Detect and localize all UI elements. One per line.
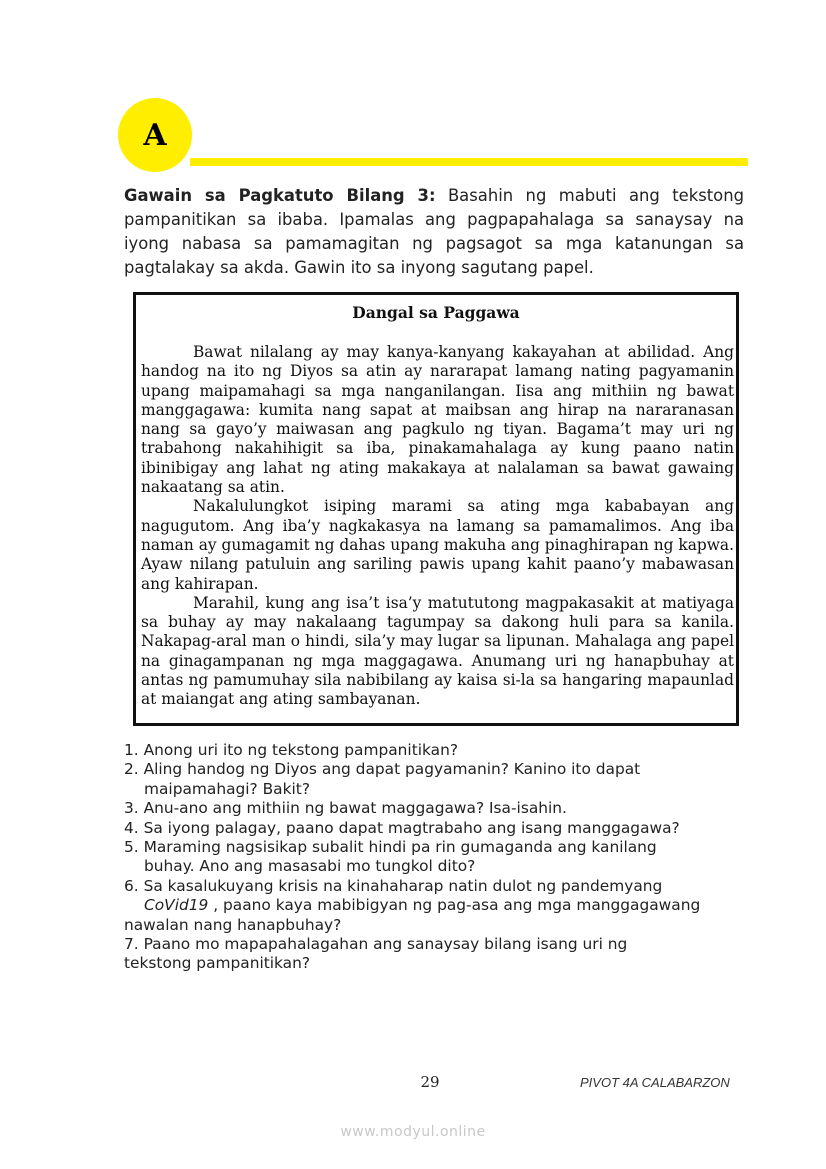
question-item: 3. Anu-ano ang mithiin ng bawat maggagawa? Isa-isahin. — [124, 799, 567, 818]
section-marker-circle — [118, 98, 192, 172]
question-item: 4. Sa iyong palagay, paano dapat magtrabaho ang isang manggagawa? — [124, 818, 680, 837]
essay-paragraph: Nakalulungkot isiping marami sa ating mga kababayan ang nagugutom. Ang iba’y nagkakasya na lamang sa pamamalimos. Ang iba naman ay gumagamit ng dahas upang makuha ang pinaghirapan ng kapwa. Ayaw nilang patuluin ang sariling pawis upang kahit paano’y mabawasan ang kahirapan. — [141, 497, 734, 593]
page-number: 29 — [420, 1073, 440, 1091]
question-item: 5. Maraming nagsisikap subalit hindi pa rin gumaganda ang kanilang buhay. Ano ang masasabi mo tungkol dito? — [124, 838, 657, 876]
question-item: 6. Sa kasalukuyang krisis na kinahaharap natin dulot ng pandemyang CoVid19 , paano kaya mabibigyan ng pag-asa ang mga manggagawang nawalan nang hanapbuhay? — [124, 876, 701, 934]
activity-label: Gawain sa Pagkatuto Bilang 3: — [124, 186, 436, 205]
activity-instructions — [124, 184, 744, 280]
question-item: 1. Anong uri ito ng tekstong pampanitikan? — [124, 741, 459, 759]
essay-box — [133, 292, 739, 726]
discussion-questions — [124, 741, 754, 974]
watermark-text: www.modyul.online — [340, 1124, 486, 1140]
series-label: PIVOT 4A CALABARZON — [580, 1075, 730, 1090]
essay-paragraph: Marahil, kung ang isa’t isa’y matututong magpakasakit at matiyaga sa buhay ay may nakalaang tagumpay sa dakong huli para sa kanila. Nakapag-aral man o hindi, sila’y may lugar sa lipunan. Mahalaga ang papel na ginagampanan ng mga maggagawa. Anumang uri ng hanapbuhay at antas ng pamumuhay sila nabibilang ay kaisa si-la sa hangaring mapaunlad at maiangat ang ating sambayanan. — [141, 593, 734, 709]
activity-text: Basahin ng mabuti ang tekstong pampanitikan sa ibaba. Ipamalas ang pagpapahalaga sa sanaysay na iyong nabasa sa pamamagitan ng pagsagot sa mga katanungan sa pagtalakay sa akda. Gawin ito sa inyong sagutang papel. — [124, 186, 744, 277]
section-letter: A — [143, 117, 167, 153]
question-item: 2. Aling handog ng Diyos ang dapat pagyamanin? Kanino ito dapat maipamahagi? Bakit? — [124, 760, 641, 798]
essay-body — [141, 343, 734, 710]
essay-paragraph: Bawat nilalang ay may kanya-kanyang kakayahan at abilidad. Ang handog na ito ng Diyos sa atin ay nararapat lamang nating pagyamanin upang maipamahagi sa mga nanganilangan. Iisa ang mithiin ng bawat manggagawa: kumita nang sapat at maibsan ang hirap na nararanasan nang sa gayo’y maiwasan ang pagkulo ng tiyan. Bagama’t may uri ng trabahong nakahihigit sa iba, pinakamahalaga ay kung paano natin ibinibigay ang lahat ng ating makakaya at nalalaman sa bawat gawaing nakaatang sa atin. — [141, 343, 734, 497]
covid-term: CoVid19 — [144, 896, 209, 915]
question-item: 7. Paano mo mapapahalagahan ang sanaysay bilang isang uri ng tekstong pampanitikan? — [124, 935, 628, 973]
essay-title: Dangal sa Paggawa — [352, 303, 520, 322]
section-divider-bar — [190, 158, 748, 166]
